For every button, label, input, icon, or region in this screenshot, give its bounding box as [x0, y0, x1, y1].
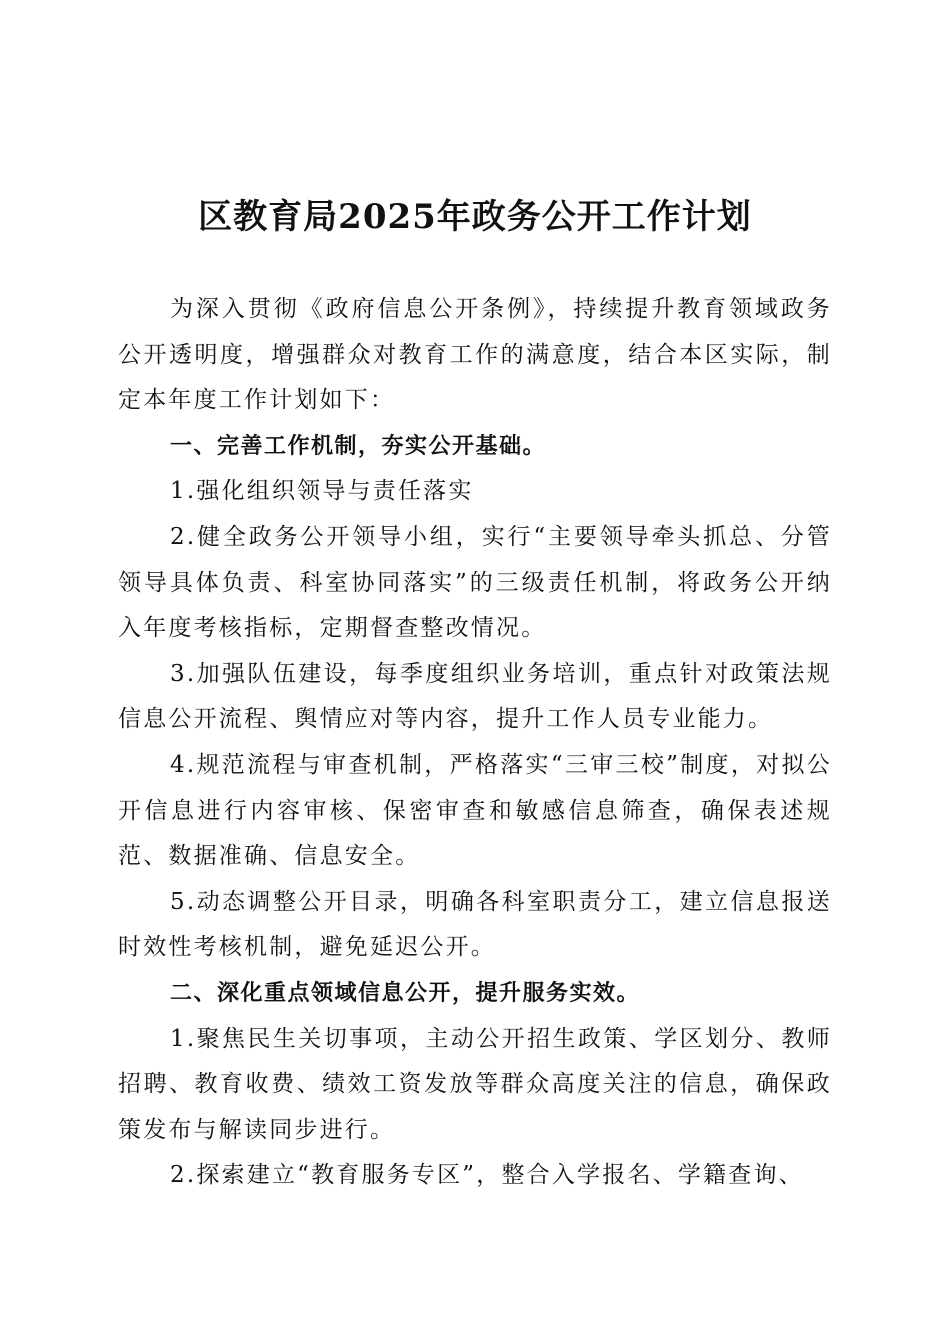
section-1-item-3: 3.加强队伍建设，每季度组织业务培训，重点针对政策法规信息公开流程、舆情应对等内容，提升工作人员专业能力。 — [118, 660, 832, 733]
section-2-item-2: 2.探索建立“教育服务专区”，整合入学报名、学籍查询、 — [170, 1162, 804, 1189]
document-title: 区教育局2025年政务公开工作计划 — [198, 197, 752, 237]
section-1-item-1: 1.强化组织领导与责任落实 — [170, 478, 474, 505]
intro-paragraph: 为深入贯彻《政府信息公开条例》，持续提升教育领域政务公开透明度，增强群众对教育工作的满意度，结合本区实际，制定本年度工作计划如下： — [118, 296, 832, 414]
section-1-item-4: 4.规范流程与审查机制，严格落实“三审三校”制度，对拟公开信息进行内容审核、保密审查和敏感信息筛查，确保表述规范、数据准确、信息安全。 — [118, 751, 832, 870]
section-1-item-2: 2.健全政务公开领导小组，实行“主要领导牵头抓总、分管领导具体负责、科室协同落实”的三级责任机制，将政务公开纳入年度考核指标，定期督查整改情况。 — [118, 523, 832, 642]
section-2-item-1: 1.聚焦民生关切事项，主动公开招生政策、学区划分、教师招聘、教育收费、绩效工资发放等群众高度关注的信息，确保政策发布与解读同步进行。 — [118, 1025, 832, 1143]
section-1-item-5: 5.动态调整公开目录，明确各科室职责分工，建立信息报送时效性考核机制，避免延迟公开。 — [118, 888, 832, 961]
document-body — [118, 287, 832, 1199]
section-2-heading: 二、深化重点领域信息公开，提升服务实效。 — [170, 980, 641, 1006]
section-1-heading: 一、完善工作机制，夯实公开基础。 — [170, 433, 547, 459]
